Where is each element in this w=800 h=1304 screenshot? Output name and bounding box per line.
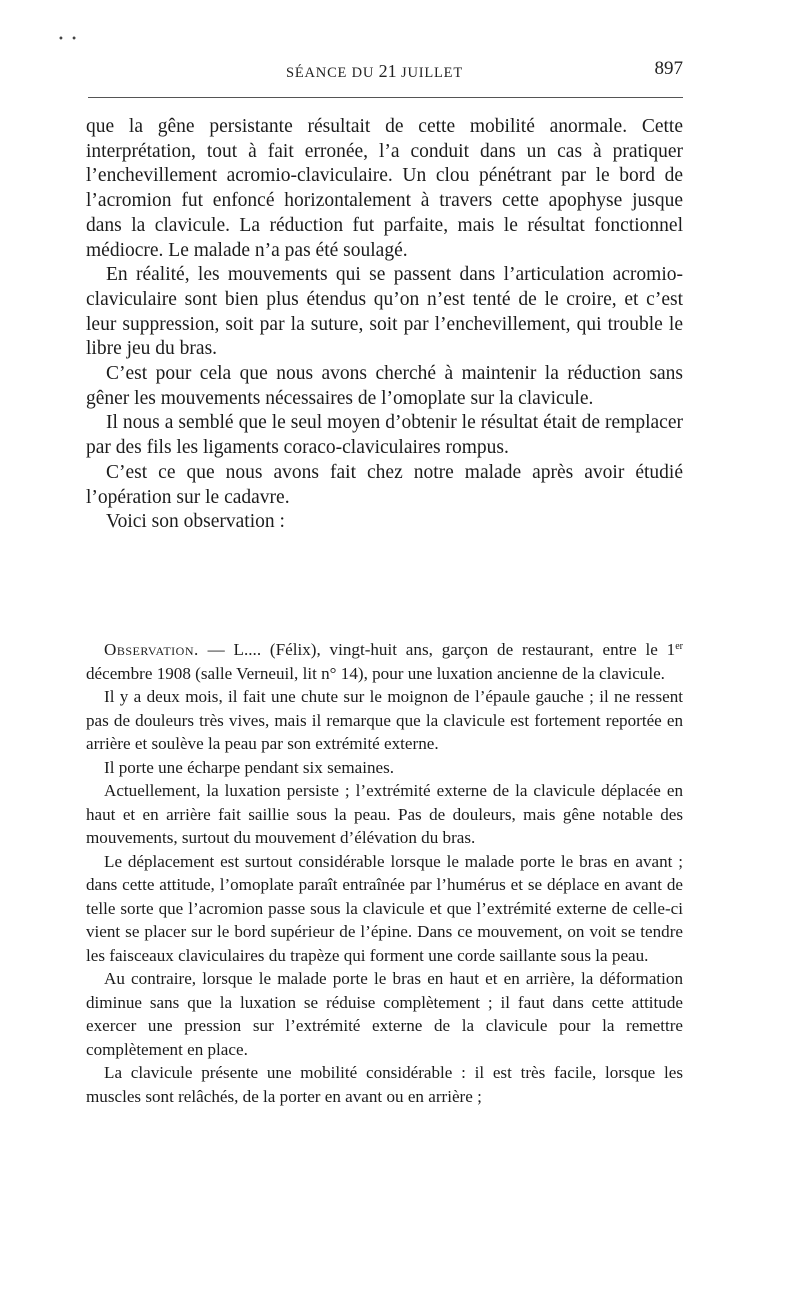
- paragraph-6: Voici son observation :: [106, 511, 285, 533]
- observation-paragraph-3: Il porte une écharpe pendant six semaines.: [104, 757, 395, 777]
- observation-intro-b: décembre 1908 (salle Verneuil, lit n° 14), pour une luxation ancienne de la clavicule.: [86, 663, 665, 683]
- observation-paragraph-2: Il y a deux mois, il fait une chute sur le moignon de l’épaule gauche ; il ne ressent pas de douleurs très vives, mais il remarque que la clavicule est fortement reportée en arrière et soulève la peau par son extrémité externe.: [86, 687, 683, 753]
- running-head-prefix: SÉANCE DU: [286, 65, 379, 81]
- page-marks: • •: [58, 34, 79, 45]
- running-head: [286, 61, 463, 82]
- observation-intro-a: — L.... (Félix), vingt-huit ans, garçon de restaurant, entre le 1: [198, 640, 676, 659]
- page-header: [88, 60, 683, 84]
- header-rule: [88, 97, 683, 98]
- paragraph-3: C’est pour cela que nous avons cherché à maintenir la réduction sans gêner les mouvements nécessaires de l’omoplate sur la clavicule.: [86, 363, 683, 409]
- observation-paragraph-7: La clavicule présente une mobilité considérable : il est très facile, lorsque les muscles sont relâchés, de la porter en avant ou en arrière ;: [86, 1063, 683, 1106]
- observation-intro: [86, 638, 683, 685]
- observation-paragraph-5: Le déplacement est surtout considérable lorsque le malade porte le bras en avant ; dans cette attitude, l’omoplate paraît entraînée par l’humérus et se déplace en avant de telle sorte que l’acromion passe sous la clavicule et que l’extrémité externe de celle-ci vient se placer sur le bord supérieur de l’épine. Dans ce mouvement, on voit se tendre les faisceaux claviculaires du trapèze qui forment une corde saillante sous la peau.: [86, 851, 683, 965]
- paragraph-4: Il nous a semblé que le seul moyen d’obtenir le résultat était de remplacer par des fils les ligaments coraco-claviculaires rompus.: [86, 412, 683, 459]
- observation-paragraph-6: Au contraire, lorsque le malade porte le bras en haut et en arrière, la déformation diminue sans que la luxation se réduise complètement ; il faut dans cette attitude exercer une pression sur l’extrémité externe de la clavicule pour la remettre complètement en place.: [86, 969, 683, 1059]
- paragraph-2: En réalité, les mouvements qui se passent dans l’articulation acromio-claviculaire sont bien plus étendus qu’on n’est tenté de le croire, et c’est leur suppression, soit par la suture, soit par l’enchevillement, qui trouble le libre jeu du bras.: [86, 264, 683, 360]
- paragraph-1: que la gêne persistante résultait de cette mobilité anormale. Cette interprétation, tout à fait erronée, l’a conduit dans un cas à pratiquer l’enchevillement acromio-claviculaire. Un clou pénétrant par le bord de l’acromion fut enfoncé horizontalement à travers cette apophyse jusque dans la clavicule. La réduction fut parfaite, mais le résultat fonctionnel médiocre. Le malade n’a pas été soulagé.: [86, 116, 683, 261]
- paragraph-5: C’est ce que nous avons fait chez notre malade après avoir étudié l’opération sur le cadavre.: [86, 461, 683, 508]
- observation-label: Observation.: [104, 640, 199, 659]
- page-number: 897: [654, 58, 683, 79]
- running-head-month: JUILLET: [396, 65, 463, 81]
- running-head-day: 21: [378, 61, 397, 81]
- observation-intro-sup: er: [675, 641, 683, 652]
- observation-paragraph-4: Actuellement, la luxation persiste ; l’extrémité externe de la clavicule déplacée en haut et en arrière fait saillie sous la peau. Pas de douleurs, mais gêne notable des mouvements, surtout du mouvement d’élévation du bras.: [86, 781, 683, 847]
- main-text: [86, 115, 683, 535]
- observation-text: [86, 638, 683, 1108]
